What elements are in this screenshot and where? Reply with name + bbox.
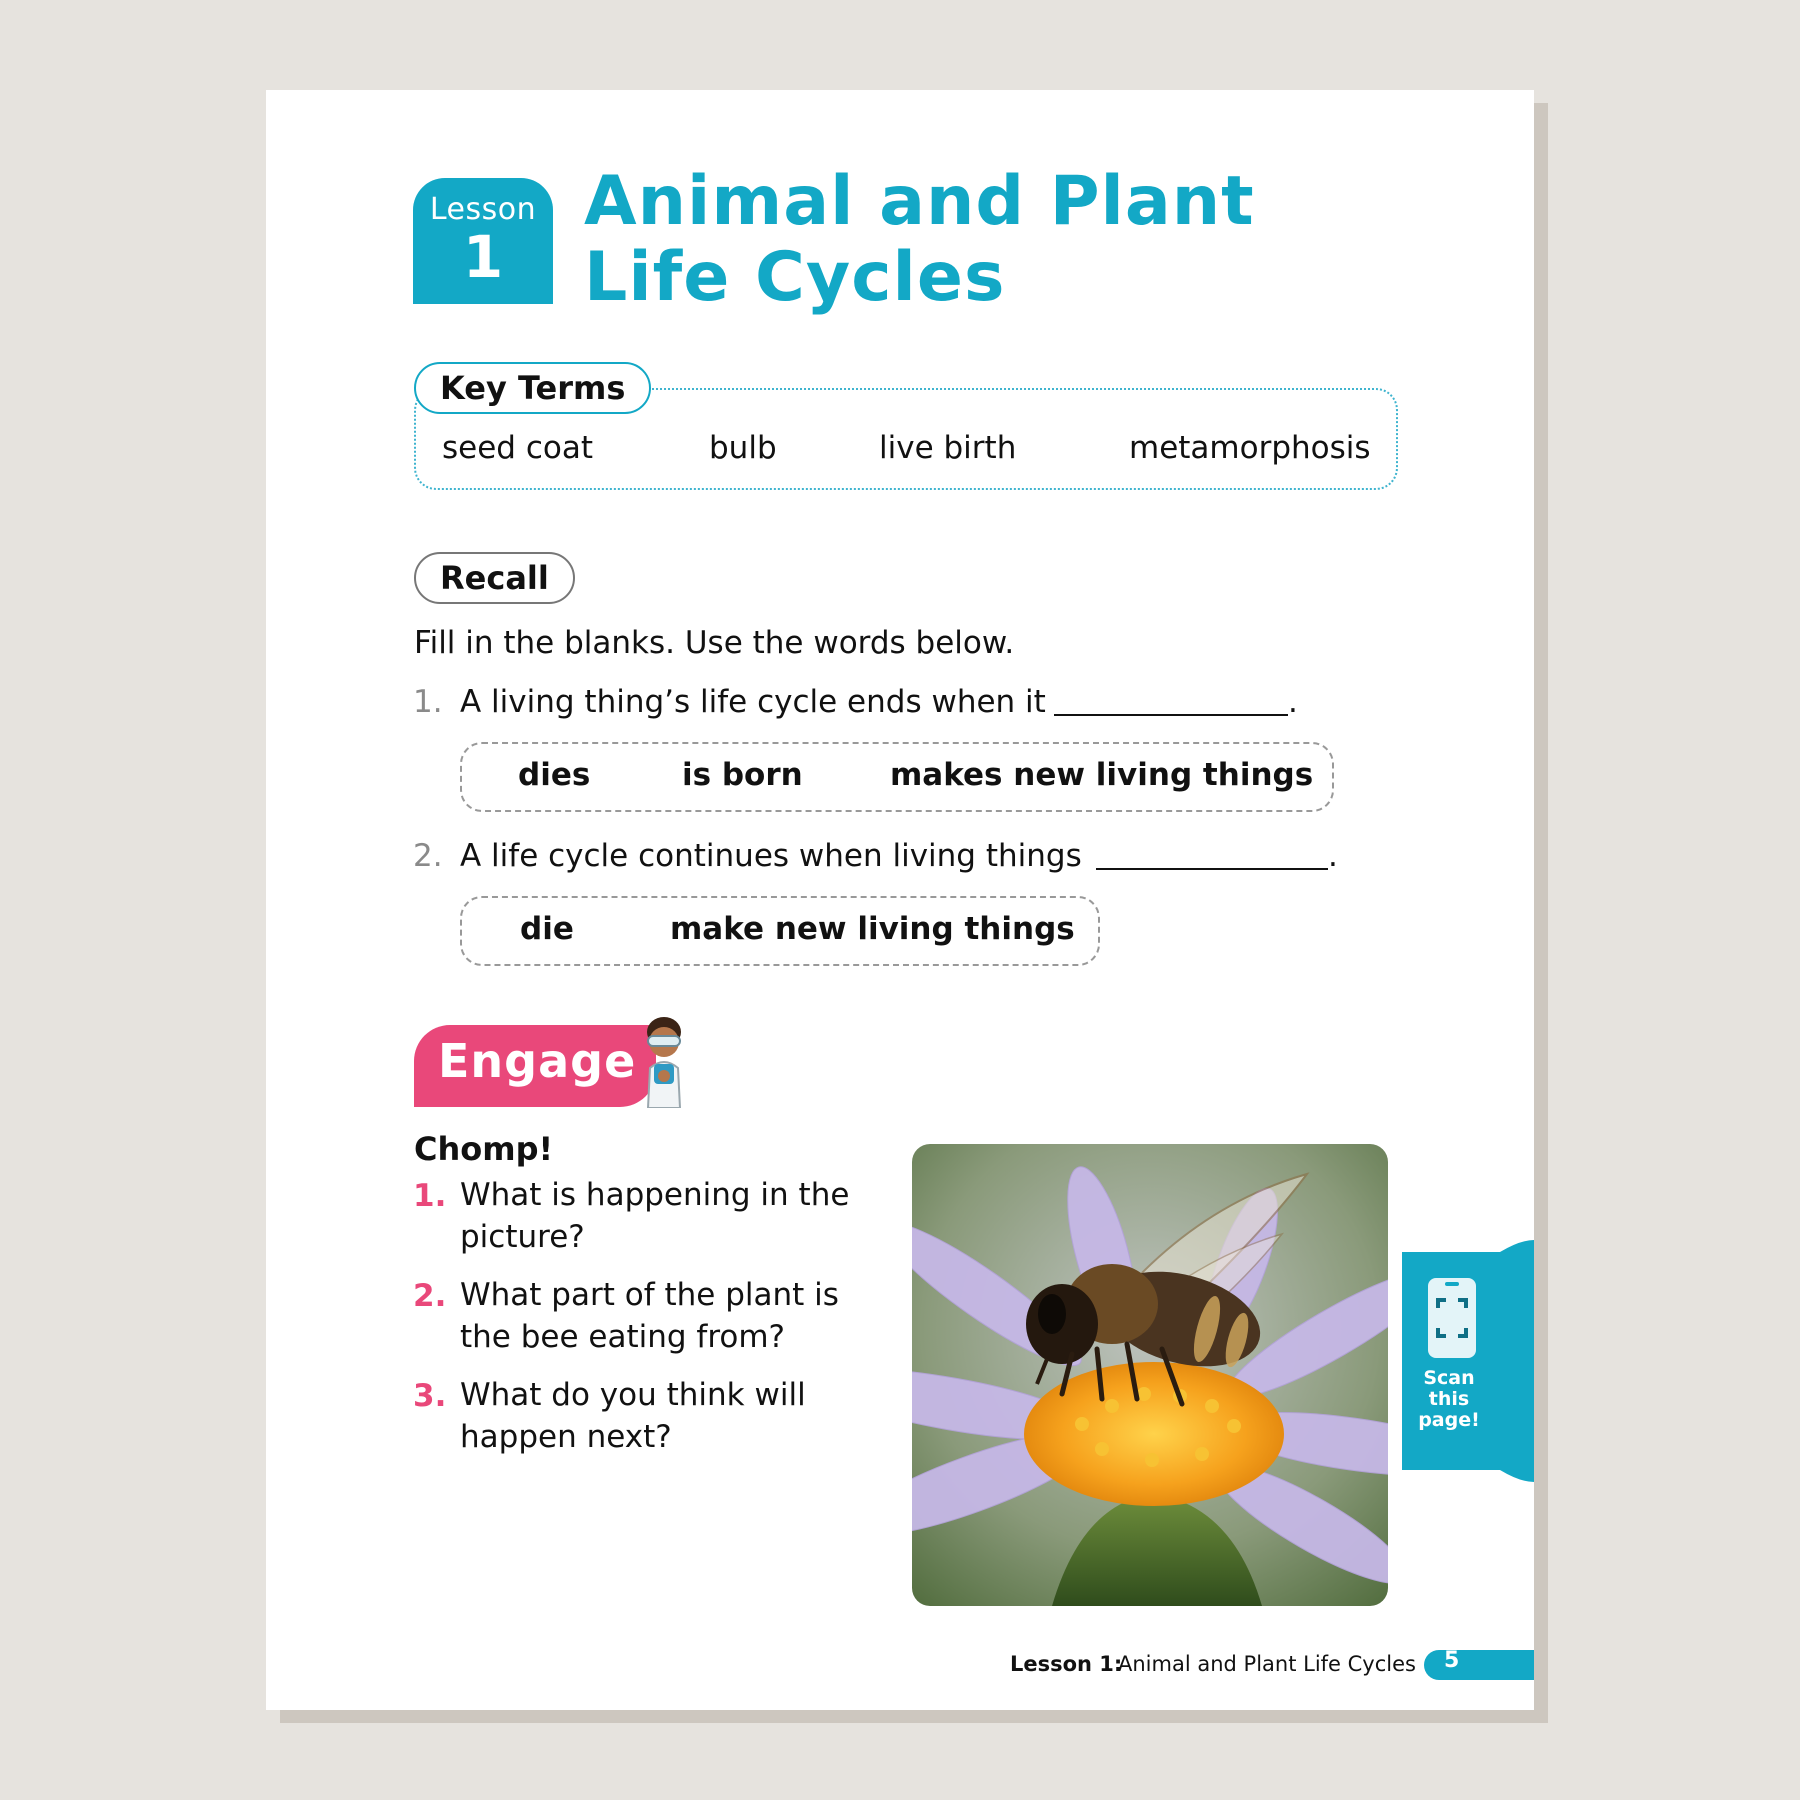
footer-lesson-title: Animal and Plant Life Cycles (1118, 1652, 1416, 1676)
word-option[interactable]: dies (518, 757, 591, 793)
key-term: live birth (879, 430, 1017, 466)
engage-question-number: 1. (413, 1178, 447, 1214)
page-number-tab (1424, 1650, 1534, 1680)
sentence-period: . (1288, 684, 1298, 720)
scan-tab-edge (1500, 1240, 1534, 1482)
worksheet-page (266, 90, 1534, 1710)
word-option[interactable]: is born (682, 757, 803, 793)
phone-scan-icon[interactable] (1428, 1278, 1476, 1358)
engage-question-number: 3. (413, 1378, 447, 1414)
key-term: metamorphosis (1129, 430, 1371, 466)
word-option[interactable]: die (520, 911, 574, 947)
answer-blank[interactable] (1096, 868, 1328, 870)
lesson-number: 1 (462, 223, 504, 291)
recall-question-number: 2. (413, 838, 443, 874)
engage-subheading: Chomp! (414, 1130, 554, 1168)
lesson-word: Lesson (429, 192, 537, 227)
lesson-badge (413, 178, 553, 304)
key-terms-heading: Key Terms (414, 362, 651, 414)
recall-heading: Recall (414, 552, 575, 604)
sentence-period: . (1328, 838, 1338, 874)
word-option[interactable]: makes new living things (890, 757, 1314, 793)
recall-instruction: Fill in the blanks. Use the words below. (414, 625, 1015, 661)
bee-on-flower-photo (912, 1144, 1388, 1606)
answer-blank[interactable] (1054, 714, 1288, 716)
recall-question-number: 1. (413, 684, 443, 720)
recall-question-text: A living thing’s life cycle ends when it (460, 684, 1046, 720)
footer-lesson-label: Lesson 1: (1010, 1652, 1123, 1676)
title-line-1: Animal and Plant (584, 162, 1255, 241)
engage-question-number: 2. (413, 1278, 447, 1314)
scientist-mascot-icon (634, 1012, 694, 1108)
engage-question-text: What part of the plant is the bee eating from? (460, 1277, 839, 1355)
page-number: 5 (1444, 1648, 1460, 1673)
title-line-2: Life Cycles (584, 238, 1006, 317)
scan-label[interactable]: Scan this page! (1418, 1367, 1480, 1431)
engage-question-text: What do you think will happen next? (460, 1377, 806, 1455)
word-option[interactable]: make new living things (670, 911, 1075, 947)
recall-question-text: A life cycle continues when living things (460, 838, 1082, 874)
key-term: seed coat (442, 430, 593, 466)
engage-heading: Engage (438, 1034, 637, 1088)
page-title (584, 164, 1384, 316)
key-term: bulb (709, 430, 777, 466)
engage-question-text: What is happening in the picture? (460, 1177, 850, 1255)
